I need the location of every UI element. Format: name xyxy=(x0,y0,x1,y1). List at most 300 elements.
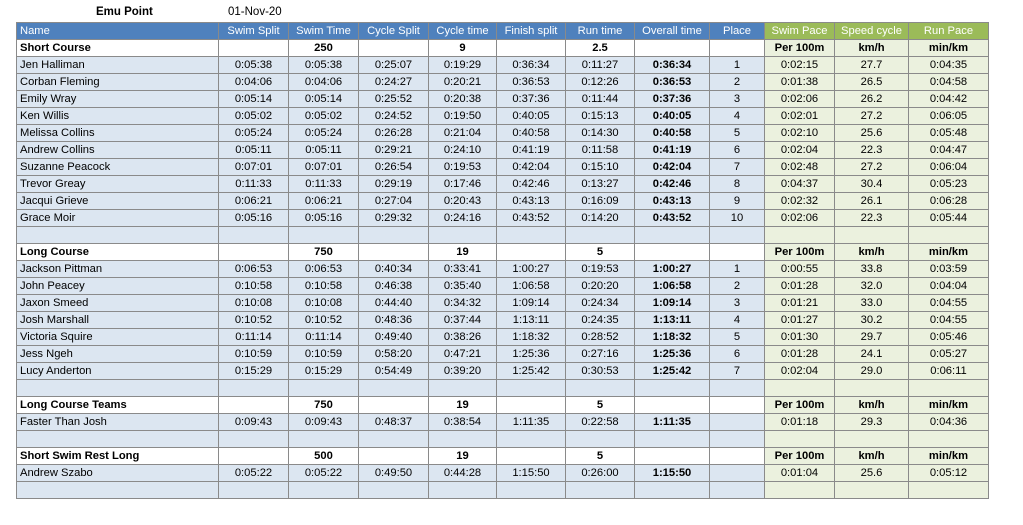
empty-cell[interactable] xyxy=(497,431,566,448)
cycle-time-cell[interactable]: 0:21:04 xyxy=(429,125,497,142)
cycle-speed-cell[interactable]: 27.2 xyxy=(835,108,909,125)
empty-cell[interactable] xyxy=(566,482,635,499)
swim-pace-cell[interactable]: 0:04:37 xyxy=(765,176,835,193)
cycle-speed-cell[interactable]: 22.3 xyxy=(835,210,909,227)
section-swim-distance[interactable]: 500 xyxy=(289,448,359,465)
place-cell[interactable]: 2 xyxy=(710,278,765,295)
cycle-split-cell[interactable]: 0:46:38 xyxy=(359,278,429,295)
swim-split-cell[interactable]: 0:05:11 xyxy=(219,142,289,159)
swim-time-cell[interactable]: 0:10:59 xyxy=(289,346,359,363)
finish-split-cell[interactable]: 1:06:58 xyxy=(497,278,566,295)
cycle-speed-cell[interactable]: 29.7 xyxy=(835,329,909,346)
athlete-name-cell[interactable]: Lucy Anderton xyxy=(17,363,219,380)
run-pace-cell[interactable]: 0:05:46 xyxy=(909,329,989,346)
cycle-speed-cell[interactable]: 26.1 xyxy=(835,193,909,210)
athlete-name-cell[interactable]: Jacqui Grieve xyxy=(17,193,219,210)
cycle-speed-cell[interactable]: 25.6 xyxy=(835,125,909,142)
run-pace-cell[interactable]: 0:05:27 xyxy=(909,346,989,363)
athlete-name-cell[interactable]: Grace Moir xyxy=(17,210,219,227)
empty-cell[interactable] xyxy=(765,482,835,499)
section-cycle-distance[interactable]: 9 xyxy=(429,40,497,57)
run-time-cell[interactable]: 0:27:16 xyxy=(566,346,635,363)
run-time-cell[interactable]: 0:15:10 xyxy=(566,159,635,176)
cycle-time-cell[interactable]: 0:44:28 xyxy=(429,465,497,482)
cycle-time-cell[interactable]: 0:19:50 xyxy=(429,108,497,125)
cycle-speed-cell[interactable]: 25.6 xyxy=(835,465,909,482)
run-time-cell[interactable]: 0:28:52 xyxy=(566,329,635,346)
swim-pace-cell[interactable]: 0:01:27 xyxy=(765,312,835,329)
place-cell[interactable]: 1 xyxy=(710,261,765,278)
event-location[interactable]: Emu Point xyxy=(96,6,153,18)
finish-split-cell[interactable]: 1:09:14 xyxy=(497,295,566,312)
column-header[interactable]: Speed cycle xyxy=(835,23,909,40)
run-time-cell[interactable]: 0:11:27 xyxy=(566,57,635,74)
overall-time-cell[interactable]: 0:40:05 xyxy=(635,108,710,125)
cycle-time-cell[interactable]: 0:20:21 xyxy=(429,74,497,91)
finish-split-cell[interactable]: 0:37:36 xyxy=(497,91,566,108)
place-cell[interactable]: 4 xyxy=(710,108,765,125)
athlete-name-cell[interactable]: Andrew Szabo xyxy=(17,465,219,482)
section-cycle-distance[interactable]: 19 xyxy=(429,397,497,414)
empty-cell[interactable] xyxy=(497,482,566,499)
empty-cell[interactable] xyxy=(17,227,219,244)
cycle-split-cell[interactable]: 0:49:40 xyxy=(359,329,429,346)
cycle-speed-cell[interactable]: 26.5 xyxy=(835,74,909,91)
cycle-time-cell[interactable]: 0:37:44 xyxy=(429,312,497,329)
athlete-name-cell[interactable]: John Peacey xyxy=(17,278,219,295)
athlete-name-cell[interactable]: Jen Halliman xyxy=(17,57,219,74)
place-cell[interactable]: 6 xyxy=(710,142,765,159)
section-title[interactable]: Long Course Teams xyxy=(17,397,219,414)
column-header[interactable]: Place xyxy=(710,23,765,40)
swim-pace-cell[interactable]: 0:02:04 xyxy=(765,142,835,159)
run-pace-cell[interactable]: 0:04:04 xyxy=(909,278,989,295)
cycle-time-cell[interactable]: 0:17:46 xyxy=(429,176,497,193)
empty-cell[interactable] xyxy=(289,227,359,244)
section-cell[interactable] xyxy=(359,244,429,261)
run-pace-cell[interactable]: 0:05:23 xyxy=(909,176,989,193)
empty-cell[interactable] xyxy=(566,431,635,448)
column-header[interactable]: Name xyxy=(17,23,219,40)
swim-pace-cell[interactable]: 0:02:01 xyxy=(765,108,835,125)
section-run-unit[interactable]: min/km xyxy=(909,244,989,261)
run-pace-cell[interactable]: 0:04:47 xyxy=(909,142,989,159)
empty-cell[interactable] xyxy=(835,482,909,499)
section-cell[interactable] xyxy=(497,448,566,465)
section-pace-unit[interactable]: Per 100m xyxy=(765,40,835,57)
cycle-time-cell[interactable]: 0:20:38 xyxy=(429,91,497,108)
swim-split-cell[interactable]: 0:05:16 xyxy=(219,210,289,227)
athlete-name-cell[interactable]: Jess Ngeh xyxy=(17,346,219,363)
athlete-name-cell[interactable]: Melissa Collins xyxy=(17,125,219,142)
overall-time-cell[interactable]: 1:09:14 xyxy=(635,295,710,312)
section-run-unit[interactable]: min/km xyxy=(909,397,989,414)
swim-time-cell[interactable]: 0:05:24 xyxy=(289,125,359,142)
cycle-split-cell[interactable]: 0:26:28 xyxy=(359,125,429,142)
empty-cell[interactable] xyxy=(497,380,566,397)
empty-cell[interactable] xyxy=(429,380,497,397)
section-swim-distance[interactable]: 750 xyxy=(289,397,359,414)
run-pace-cell[interactable]: 0:04:58 xyxy=(909,74,989,91)
section-speed-unit[interactable]: km/h xyxy=(835,40,909,57)
empty-cell[interactable] xyxy=(635,431,710,448)
column-header[interactable]: Swim Split xyxy=(219,23,289,40)
section-swim-distance[interactable]: 250 xyxy=(289,40,359,57)
swim-time-cell[interactable]: 0:05:38 xyxy=(289,57,359,74)
cycle-speed-cell[interactable]: 27.7 xyxy=(835,57,909,74)
finish-split-cell[interactable]: 0:40:58 xyxy=(497,125,566,142)
overall-time-cell[interactable]: 0:43:52 xyxy=(635,210,710,227)
swim-split-cell[interactable]: 0:05:02 xyxy=(219,108,289,125)
cycle-time-cell[interactable]: 0:20:43 xyxy=(429,193,497,210)
athlete-name-cell[interactable]: Emily Wray xyxy=(17,91,219,108)
cycle-split-cell[interactable]: 0:54:49 xyxy=(359,363,429,380)
section-cell[interactable] xyxy=(635,448,710,465)
swim-pace-cell[interactable]: 0:01:21 xyxy=(765,295,835,312)
section-cell[interactable] xyxy=(710,40,765,57)
athlete-name-cell[interactable]: Victoria Squire xyxy=(17,329,219,346)
run-time-cell[interactable]: 0:30:53 xyxy=(566,363,635,380)
place-cell[interactable]: 1 xyxy=(710,57,765,74)
swim-pace-cell[interactable]: 0:00:55 xyxy=(765,261,835,278)
overall-time-cell[interactable]: 1:25:36 xyxy=(635,346,710,363)
empty-cell[interactable] xyxy=(710,227,765,244)
run-pace-cell[interactable]: 0:04:55 xyxy=(909,295,989,312)
cycle-speed-cell[interactable]: 33.0 xyxy=(835,295,909,312)
empty-cell[interactable] xyxy=(429,431,497,448)
place-cell[interactable]: 6 xyxy=(710,346,765,363)
swim-split-cell[interactable]: 0:05:38 xyxy=(219,57,289,74)
athlete-name-cell[interactable]: Trevor Greay xyxy=(17,176,219,193)
column-header[interactable]: Swim Pace xyxy=(765,23,835,40)
run-pace-cell[interactable]: 0:04:36 xyxy=(909,414,989,431)
place-cell[interactable]: 10 xyxy=(710,210,765,227)
finish-split-cell[interactable]: 1:00:27 xyxy=(497,261,566,278)
swim-pace-cell[interactable]: 0:01:04 xyxy=(765,465,835,482)
run-time-cell[interactable]: 0:22:58 xyxy=(566,414,635,431)
run-pace-cell[interactable]: 0:06:11 xyxy=(909,363,989,380)
cycle-split-cell[interactable]: 0:44:40 xyxy=(359,295,429,312)
run-pace-cell[interactable]: 0:05:48 xyxy=(909,125,989,142)
finish-split-cell[interactable]: 0:43:13 xyxy=(497,193,566,210)
empty-cell[interactable] xyxy=(835,227,909,244)
cycle-time-cell[interactable]: 0:38:26 xyxy=(429,329,497,346)
cycle-time-cell[interactable]: 0:19:29 xyxy=(429,57,497,74)
swim-split-cell[interactable]: 0:10:52 xyxy=(219,312,289,329)
run-pace-cell[interactable]: 0:05:12 xyxy=(909,465,989,482)
empty-cell[interactable] xyxy=(17,431,219,448)
cycle-speed-cell[interactable]: 24.1 xyxy=(835,346,909,363)
column-header[interactable]: Run Pace xyxy=(909,23,989,40)
overall-time-cell[interactable]: 1:18:32 xyxy=(635,329,710,346)
finish-split-cell[interactable]: 0:36:34 xyxy=(497,57,566,74)
section-run-distance[interactable]: 5 xyxy=(566,448,635,465)
cycle-speed-cell[interactable]: 29.0 xyxy=(835,363,909,380)
finish-split-cell[interactable]: 0:40:05 xyxy=(497,108,566,125)
column-header[interactable]: Cycle time xyxy=(429,23,497,40)
empty-cell[interactable] xyxy=(429,482,497,499)
overall-time-cell[interactable]: 1:06:58 xyxy=(635,278,710,295)
cycle-time-cell[interactable]: 0:33:41 xyxy=(429,261,497,278)
column-header[interactable]: Swim Time xyxy=(289,23,359,40)
finish-split-cell[interactable]: 1:25:36 xyxy=(497,346,566,363)
section-title[interactable]: Long Course xyxy=(17,244,219,261)
section-cell[interactable] xyxy=(497,244,566,261)
empty-cell[interactable] xyxy=(359,227,429,244)
run-time-cell[interactable]: 0:14:20 xyxy=(566,210,635,227)
section-speed-unit[interactable]: km/h xyxy=(835,448,909,465)
overall-time-cell[interactable]: 0:36:53 xyxy=(635,74,710,91)
swim-time-cell[interactable]: 0:05:02 xyxy=(289,108,359,125)
empty-cell[interactable] xyxy=(359,431,429,448)
swim-time-cell[interactable]: 0:10:58 xyxy=(289,278,359,295)
run-pace-cell[interactable]: 0:03:59 xyxy=(909,261,989,278)
empty-cell[interactable] xyxy=(635,227,710,244)
swim-pace-cell[interactable]: 0:02:06 xyxy=(765,210,835,227)
cycle-split-cell[interactable]: 0:26:54 xyxy=(359,159,429,176)
swim-time-cell[interactable]: 0:15:29 xyxy=(289,363,359,380)
section-cell[interactable] xyxy=(497,40,566,57)
swim-split-cell[interactable]: 0:11:14 xyxy=(219,329,289,346)
cycle-speed-cell[interactable]: 26.2 xyxy=(835,91,909,108)
empty-cell[interactable] xyxy=(835,380,909,397)
place-cell[interactable]: 3 xyxy=(710,295,765,312)
empty-cell[interactable] xyxy=(289,380,359,397)
overall-time-cell[interactable]: 1:00:27 xyxy=(635,261,710,278)
finish-split-cell[interactable]: 0:43:52 xyxy=(497,210,566,227)
swim-time-cell[interactable]: 0:10:52 xyxy=(289,312,359,329)
finish-split-cell[interactable]: 1:11:35 xyxy=(497,414,566,431)
section-cell[interactable] xyxy=(359,397,429,414)
cycle-split-cell[interactable]: 0:24:52 xyxy=(359,108,429,125)
place-cell[interactable]: 3 xyxy=(710,91,765,108)
place-cell[interactable]: 7 xyxy=(710,363,765,380)
place-cell[interactable] xyxy=(710,465,765,482)
cycle-split-cell[interactable]: 0:25:07 xyxy=(359,57,429,74)
column-header[interactable]: Overall time xyxy=(635,23,710,40)
swim-split-cell[interactable]: 0:10:59 xyxy=(219,346,289,363)
section-cell[interactable] xyxy=(359,40,429,57)
cycle-time-cell[interactable]: 0:24:16 xyxy=(429,210,497,227)
cycle-speed-cell[interactable]: 30.2 xyxy=(835,312,909,329)
empty-cell[interactable] xyxy=(909,482,989,499)
swim-split-cell[interactable]: 0:06:53 xyxy=(219,261,289,278)
athlete-name-cell[interactable]: Andrew Collins xyxy=(17,142,219,159)
run-time-cell[interactable]: 0:26:00 xyxy=(566,465,635,482)
run-time-cell[interactable]: 0:14:30 xyxy=(566,125,635,142)
section-run-unit[interactable]: min/km xyxy=(909,448,989,465)
swim-time-cell[interactable]: 0:09:43 xyxy=(289,414,359,431)
section-pace-unit[interactable]: Per 100m xyxy=(765,244,835,261)
run-pace-cell[interactable]: 0:06:05 xyxy=(909,108,989,125)
swim-time-cell[interactable]: 0:05:14 xyxy=(289,91,359,108)
swim-time-cell[interactable]: 0:11:14 xyxy=(289,329,359,346)
section-cell[interactable] xyxy=(219,397,289,414)
run-time-cell[interactable]: 0:11:58 xyxy=(566,142,635,159)
cycle-split-cell[interactable]: 0:29:19 xyxy=(359,176,429,193)
event-date[interactable]: 01-Nov-20 xyxy=(228,6,282,18)
empty-cell[interactable] xyxy=(429,227,497,244)
swim-time-cell[interactable]: 0:06:53 xyxy=(289,261,359,278)
swim-time-cell[interactable]: 0:07:01 xyxy=(289,159,359,176)
swim-pace-cell[interactable]: 0:01:38 xyxy=(765,74,835,91)
run-pace-cell[interactable]: 0:04:55 xyxy=(909,312,989,329)
cycle-speed-cell[interactable]: 29.3 xyxy=(835,414,909,431)
empty-cell[interactable] xyxy=(219,380,289,397)
overall-time-cell[interactable]: 0:41:19 xyxy=(635,142,710,159)
section-cell[interactable] xyxy=(710,244,765,261)
section-cell[interactable] xyxy=(219,244,289,261)
finish-split-cell[interactable]: 1:15:50 xyxy=(497,465,566,482)
column-header[interactable]: Cycle Split xyxy=(359,23,429,40)
athlete-name-cell[interactable]: Jaxon Smeed xyxy=(17,295,219,312)
swim-time-cell[interactable]: 0:11:33 xyxy=(289,176,359,193)
swim-time-cell[interactable]: 0:04:06 xyxy=(289,74,359,91)
run-time-cell[interactable]: 0:15:13 xyxy=(566,108,635,125)
section-cell[interactable] xyxy=(710,397,765,414)
cycle-split-cell[interactable]: 0:40:34 xyxy=(359,261,429,278)
cycle-split-cell[interactable]: 0:27:04 xyxy=(359,193,429,210)
run-time-cell[interactable]: 0:19:53 xyxy=(566,261,635,278)
empty-cell[interactable] xyxy=(219,482,289,499)
section-cell[interactable] xyxy=(219,448,289,465)
empty-cell[interactable] xyxy=(219,227,289,244)
finish-split-cell[interactable]: 1:18:32 xyxy=(497,329,566,346)
place-cell[interactable]: 9 xyxy=(710,193,765,210)
cycle-time-cell[interactable]: 0:34:32 xyxy=(429,295,497,312)
cycle-split-cell[interactable]: 0:25:52 xyxy=(359,91,429,108)
place-cell[interactable]: 5 xyxy=(710,329,765,346)
empty-cell[interactable] xyxy=(765,380,835,397)
cycle-speed-cell[interactable]: 30.4 xyxy=(835,176,909,193)
empty-cell[interactable] xyxy=(710,431,765,448)
column-header[interactable]: Run time xyxy=(566,23,635,40)
swim-pace-cell[interactable]: 0:01:28 xyxy=(765,278,835,295)
section-cell[interactable] xyxy=(635,397,710,414)
swim-pace-cell[interactable]: 0:02:04 xyxy=(765,363,835,380)
empty-cell[interactable] xyxy=(359,380,429,397)
section-cell[interactable] xyxy=(219,40,289,57)
cycle-time-cell[interactable]: 0:38:54 xyxy=(429,414,497,431)
cycle-split-cell[interactable]: 0:48:37 xyxy=(359,414,429,431)
section-title[interactable]: Short Course xyxy=(17,40,219,57)
swim-split-cell[interactable]: 0:07:01 xyxy=(219,159,289,176)
empty-cell[interactable] xyxy=(566,380,635,397)
empty-cell[interactable] xyxy=(566,227,635,244)
cycle-split-cell[interactable]: 0:29:32 xyxy=(359,210,429,227)
empty-cell[interactable] xyxy=(710,380,765,397)
empty-cell[interactable] xyxy=(835,431,909,448)
section-cell[interactable] xyxy=(497,397,566,414)
place-cell[interactable]: 5 xyxy=(710,125,765,142)
swim-pace-cell[interactable]: 0:01:18 xyxy=(765,414,835,431)
swim-pace-cell[interactable]: 0:02:32 xyxy=(765,193,835,210)
athlete-name-cell[interactable]: Ken Willis xyxy=(17,108,219,125)
section-cell[interactable] xyxy=(710,448,765,465)
overall-time-cell[interactable]: 1:25:42 xyxy=(635,363,710,380)
cycle-time-cell[interactable]: 0:24:10 xyxy=(429,142,497,159)
cycle-time-cell[interactable]: 0:19:53 xyxy=(429,159,497,176)
swim-split-cell[interactable]: 0:05:24 xyxy=(219,125,289,142)
athlete-name-cell[interactable]: Suzanne Peacock xyxy=(17,159,219,176)
cycle-split-cell[interactable]: 0:24:27 xyxy=(359,74,429,91)
run-pace-cell[interactable]: 0:06:04 xyxy=(909,159,989,176)
place-cell[interactable]: 8 xyxy=(710,176,765,193)
run-time-cell[interactable]: 0:20:20 xyxy=(566,278,635,295)
swim-split-cell[interactable]: 0:04:06 xyxy=(219,74,289,91)
swim-split-cell[interactable]: 0:09:43 xyxy=(219,414,289,431)
cycle-speed-cell[interactable]: 32.0 xyxy=(835,278,909,295)
overall-time-cell[interactable]: 1:15:50 xyxy=(635,465,710,482)
run-time-cell[interactable]: 0:11:44 xyxy=(566,91,635,108)
run-pace-cell[interactable]: 0:06:28 xyxy=(909,193,989,210)
swim-time-cell[interactable]: 0:06:21 xyxy=(289,193,359,210)
swim-pace-cell[interactable]: 0:02:06 xyxy=(765,91,835,108)
run-pace-cell[interactable]: 0:04:35 xyxy=(909,57,989,74)
section-speed-unit[interactable]: km/h xyxy=(835,244,909,261)
swim-split-cell[interactable]: 0:05:22 xyxy=(219,465,289,482)
overall-time-cell[interactable]: 1:11:35 xyxy=(635,414,710,431)
section-cell[interactable] xyxy=(635,244,710,261)
place-cell[interactable] xyxy=(710,414,765,431)
swim-split-cell[interactable]: 0:10:08 xyxy=(219,295,289,312)
run-time-cell[interactable]: 0:24:34 xyxy=(566,295,635,312)
overall-time-cell[interactable]: 1:13:11 xyxy=(635,312,710,329)
athlete-name-cell[interactable]: Jackson Pittman xyxy=(17,261,219,278)
swim-split-cell[interactable]: 0:05:14 xyxy=(219,91,289,108)
empty-cell[interactable] xyxy=(765,227,835,244)
overall-time-cell[interactable]: 0:37:36 xyxy=(635,91,710,108)
section-cycle-distance[interactable]: 19 xyxy=(429,244,497,261)
empty-cell[interactable] xyxy=(635,380,710,397)
section-title[interactable]: Short Swim Rest Long xyxy=(17,448,219,465)
place-cell[interactable]: 4 xyxy=(710,312,765,329)
overall-time-cell[interactable]: 0:36:34 xyxy=(635,57,710,74)
overall-time-cell[interactable]: 0:40:58 xyxy=(635,125,710,142)
swim-split-cell[interactable]: 0:10:58 xyxy=(219,278,289,295)
run-time-cell[interactable]: 0:24:35 xyxy=(566,312,635,329)
swim-pace-cell[interactable]: 0:02:15 xyxy=(765,57,835,74)
finish-split-cell[interactable]: 0:41:19 xyxy=(497,142,566,159)
section-speed-unit[interactable]: km/h xyxy=(835,397,909,414)
empty-cell[interactable] xyxy=(710,482,765,499)
section-pace-unit[interactable]: Per 100m xyxy=(765,397,835,414)
section-run-distance[interactable]: 2.5 xyxy=(566,40,635,57)
place-cell[interactable]: 7 xyxy=(710,159,765,176)
athlete-name-cell[interactable]: Corban Fleming xyxy=(17,74,219,91)
run-pace-cell[interactable]: 0:05:44 xyxy=(909,210,989,227)
cycle-speed-cell[interactable]: 27.2 xyxy=(835,159,909,176)
overall-time-cell[interactable]: 0:43:13 xyxy=(635,193,710,210)
empty-cell[interactable] xyxy=(497,227,566,244)
section-cell[interactable] xyxy=(635,40,710,57)
cycle-speed-cell[interactable]: 22.3 xyxy=(835,142,909,159)
section-swim-distance[interactable]: 750 xyxy=(289,244,359,261)
cycle-time-cell[interactable]: 0:35:40 xyxy=(429,278,497,295)
empty-cell[interactable] xyxy=(219,431,289,448)
finish-split-cell[interactable]: 0:42:04 xyxy=(497,159,566,176)
overall-time-cell[interactable]: 0:42:04 xyxy=(635,159,710,176)
empty-cell[interactable] xyxy=(909,380,989,397)
section-pace-unit[interactable]: Per 100m xyxy=(765,448,835,465)
cycle-split-cell[interactable]: 0:49:50 xyxy=(359,465,429,482)
section-cell[interactable] xyxy=(359,448,429,465)
swim-split-cell[interactable]: 0:11:33 xyxy=(219,176,289,193)
run-time-cell[interactable]: 0:12:26 xyxy=(566,74,635,91)
finish-split-cell[interactable]: 0:36:53 xyxy=(497,74,566,91)
swim-time-cell[interactable]: 0:05:16 xyxy=(289,210,359,227)
swim-pace-cell[interactable]: 0:02:10 xyxy=(765,125,835,142)
